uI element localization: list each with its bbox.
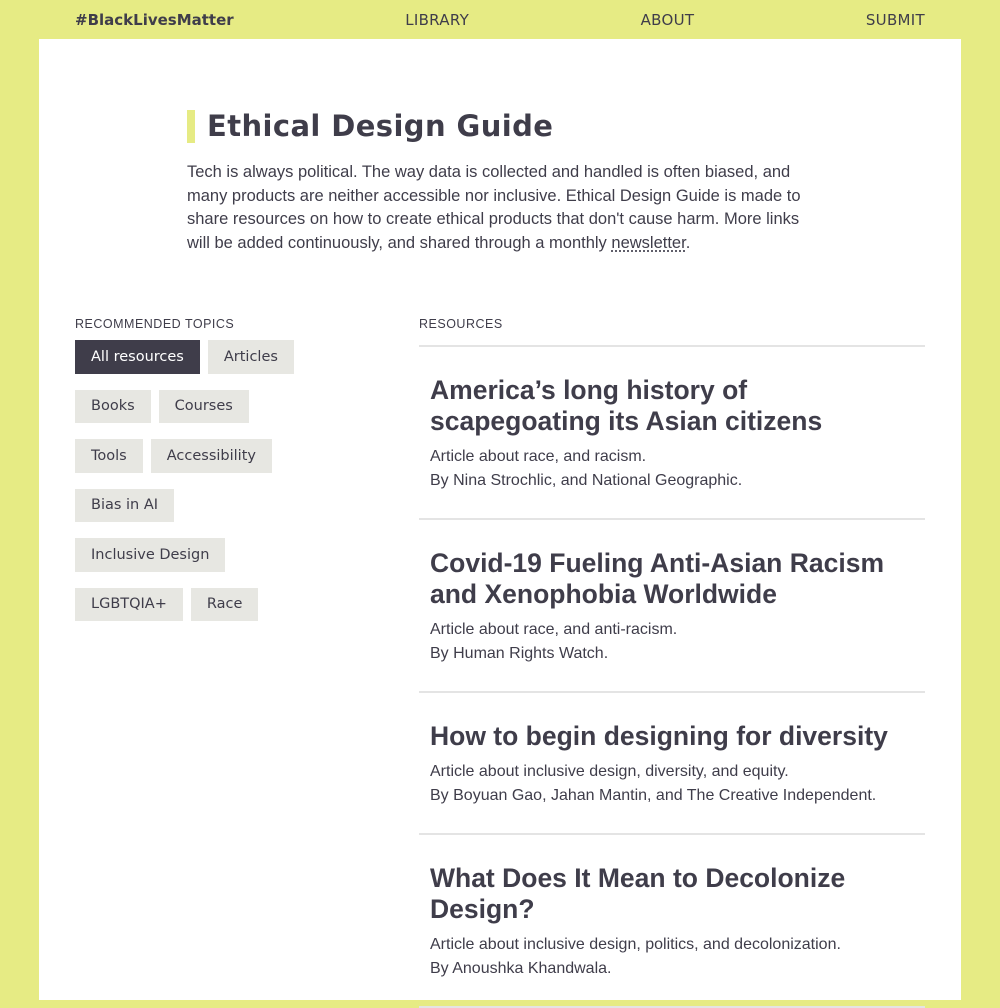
- nav-black-lives-matter-link[interactable]: #BlackLivesMatter: [75, 10, 234, 29]
- intro-section: [187, 109, 817, 255]
- resource-item: [419, 345, 925, 518]
- top-navigation: [0, 0, 1000, 39]
- resource-author: By Boyuan Gao, Jahan Mantin, and The Creative Independent.: [430, 786, 877, 804]
- title-accent-bar: [187, 110, 195, 143]
- resource-title-link[interactable]: America’s long history of scapegoating its Asian citizens: [430, 375, 823, 436]
- resources-label: RESOURCES: [419, 317, 503, 331]
- resource-author: By Anoushka Khandwala.: [430, 959, 612, 977]
- resource-title: [430, 375, 914, 437]
- topic-chip-tools[interactable]: Tools: [75, 439, 143, 473]
- resource-description: Article about race, and anti-racism.: [430, 621, 678, 638]
- resource-item: [419, 518, 925, 691]
- topic-chip-bias-in-ai[interactable]: Bias in AI: [75, 489, 174, 523]
- nav-submit-link[interactable]: SUBMIT: [865, 10, 925, 29]
- topic-chip-articles[interactable]: Articles: [208, 340, 294, 374]
- resource-item: [419, 833, 925, 1008]
- resource-title: [430, 863, 914, 925]
- resource-title: [430, 548, 914, 610]
- intro-text-end: .: [685, 233, 691, 252]
- topics-label: RECOMMENDED TOPICS: [75, 317, 235, 331]
- newsletter-link[interactable]: newsletter: [611, 233, 686, 252]
- nav-about-link[interactable]: ABOUT: [640, 10, 695, 29]
- intro-paragraph: [187, 161, 817, 255]
- topic-chip-inclusive-design[interactable]: Inclusive Design: [75, 538, 225, 572]
- resource-description: Article about inclusive design, politics, and decolonization.: [430, 936, 841, 953]
- resource-author: By Nina Strochlic, and National Geographic.: [430, 471, 743, 489]
- resource-description: Article about inclusive design, diversity, and equity.: [430, 763, 789, 780]
- topic-chip-race[interactable]: Race: [191, 588, 259, 622]
- resource-title-link[interactable]: How to begin designing for diversity: [430, 721, 888, 751]
- topic-chip-accessibility[interactable]: Accessibility: [151, 439, 272, 473]
- resource-title: [430, 721, 914, 752]
- topic-chip-courses[interactable]: Courses: [159, 390, 249, 424]
- intro-text-main: Tech is always political. The way data is collected and handled is often biased, and many products are neither accessible nor inclusive. Ethical Design Guide is made to share resources on how to create ethical products that don't cause harm. More links will be added continuously, and shared through a monthly: [187, 163, 801, 252]
- topic-chip-lgbtqia[interactable]: LGBTQIA+: [75, 588, 183, 622]
- nav-library-link[interactable]: LIBRARY: [405, 10, 470, 29]
- topic-chip-all-resources[interactable]: All resources: [75, 340, 200, 374]
- resource-item: [419, 691, 925, 833]
- resource-title-link[interactable]: Covid-19 Fueling Anti-Asian Racism and Xenophobia Worldwide: [430, 548, 885, 609]
- resource-author: By Human Rights Watch.: [430, 644, 609, 662]
- resources-list: [419, 317, 925, 1008]
- resource-title-link[interactable]: What Does It Mean to Decolonize Design?: [430, 863, 846, 924]
- topic-chip-books[interactable]: Books: [75, 390, 151, 424]
- main-card: [39, 39, 961, 1000]
- recommended-topics: [75, 317, 335, 621]
- resource-description: Article about race, and racism.: [430, 448, 647, 465]
- page-title-wrap: [187, 109, 817, 143]
- page-title: Ethical Design Guide: [207, 109, 554, 143]
- topic-chip-list: [75, 340, 335, 621]
